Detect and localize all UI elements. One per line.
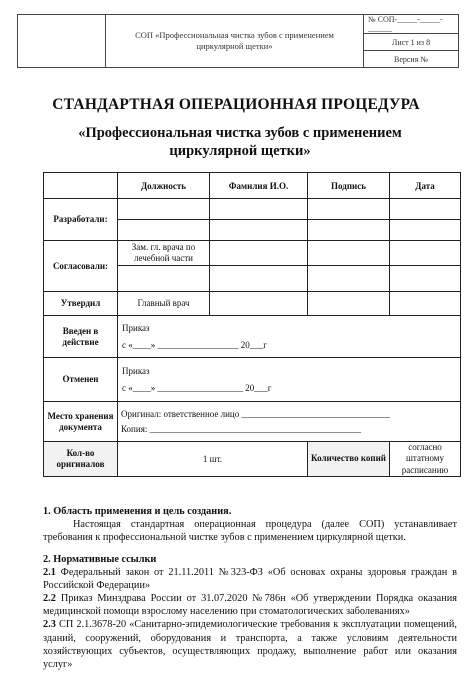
row-approved: Утвердил <box>44 292 118 316</box>
header-title <box>106 15 364 67</box>
storage-original: Оригинал: ответственное лицо _________________________________ <box>121 409 390 420</box>
row-developed: Разработали: <box>44 199 118 241</box>
storage-copy: Копия: _______________________________________________ <box>121 423 362 434</box>
row-copies-count: Кол-во оригиналов <box>44 442 118 477</box>
header-title-line2: циркулярной щетки» <box>196 41 273 51</box>
cell-empty[interactable] <box>390 241 461 266</box>
cell-empty[interactable] <box>390 199 461 220</box>
col-signature: Подпись <box>308 173 390 199</box>
reference-1 <box>43 566 457 592</box>
row-cancelled: Отменен <box>44 358 118 402</box>
order-date: с «____» __________________ 20___г <box>122 339 267 350</box>
order-label-2: Приказ <box>122 366 150 377</box>
approved-position: Главный врач <box>118 292 210 316</box>
cell-empty[interactable] <box>308 220 390 241</box>
section-1-text: Настоящая стандартная операционная процедура (далее СОП) устанавливает требования к профессиональной чистке зубов с применением циркулярной щетки. <box>43 519 457 544</box>
copies-count-value: 1 шт. <box>118 442 308 477</box>
cell-empty[interactable] <box>390 292 461 316</box>
col-name: Фамилия И.О. <box>210 173 308 199</box>
row-storage: Место хранения документа <box>44 402 118 442</box>
table-row <box>44 316 461 358</box>
copies-value: согласно штатному расписанию <box>390 442 461 477</box>
introduced-order <box>118 316 461 358</box>
reference-2-num: 2.2 <box>43 593 56 605</box>
header-title-line1: СОП «Профессиональная чистка зубов с применением <box>135 29 334 40</box>
table-row <box>44 358 461 402</box>
table-header-row <box>44 173 461 199</box>
copies-label: Количество копий <box>308 442 390 477</box>
cell-empty[interactable] <box>390 220 461 241</box>
reference-2 <box>43 592 457 618</box>
version: Версия № <box>393 54 429 64</box>
document-subtitle <box>40 124 440 160</box>
reference-2-text: Приказ Минздрава России от 31.07.2020 №786н «Об утверждении Порядка оказания медицинской помощи взрослому населению при стоматологических заболеваниях» <box>43 593 457 618</box>
storage-details <box>118 402 461 442</box>
document-header <box>17 14 459 68</box>
table-row <box>44 292 461 316</box>
order-label: Приказ <box>122 323 150 334</box>
cell-empty[interactable] <box>308 292 390 316</box>
cell-empty[interactable] <box>308 199 390 220</box>
reference-1-num: 2.1 <box>43 566 56 578</box>
subtitle-line2: циркулярной щетки» <box>169 143 311 160</box>
cell-empty[interactable] <box>118 220 210 241</box>
sop-number: № СОП-_____-_____-______ <box>364 15 458 34</box>
cell-empty[interactable] <box>308 241 390 266</box>
table-row <box>44 402 461 442</box>
cell-empty[interactable] <box>390 266 461 292</box>
order-date-2: с «____» ___________________ 20___г <box>122 382 272 393</box>
sheet-number: Лист 1 из 8 <box>364 34 458 51</box>
cell-empty[interactable] <box>210 266 308 292</box>
cell-empty[interactable] <box>308 266 390 292</box>
cell-empty[interactable] <box>118 199 210 220</box>
reference-3 <box>43 618 457 671</box>
col-date: Дата <box>390 173 461 199</box>
header-meta <box>364 15 458 67</box>
reference-3-text: СП 2.1.3678-20 «Санитарно-эпидемиологические требования к эксплуатации помещений, зданий, сооружений, оборудования и транспорта, а также условиям деятельности хозяйствующих субъектов, осуществляющих продажу, выполнение работ или оказания услуг» <box>43 619 457 670</box>
section-1-title: 1. Область применения и цель создания. <box>43 506 232 517</box>
document-body <box>43 505 457 671</box>
approval-table <box>43 172 461 477</box>
table-row <box>44 442 461 477</box>
document-title: СТАНДАРТНАЯ ОПЕРАЦИОННАЯ ПРОЦЕДУРА <box>52 96 420 113</box>
section-2-title: 2. Нормативные ссылки <box>43 553 157 565</box>
row-agreed: Согласовали: <box>44 241 118 292</box>
agreed-position: Зам. гл. врача по лечебной части <box>118 241 210 266</box>
cancelled-order <box>118 358 461 402</box>
reference-1-text: Федеральный закон от 21.11.2011 №323-ФЗ «Об основах охраны здоровья граждан в Российской Федерации» <box>43 566 457 591</box>
cell-empty[interactable] <box>210 241 308 266</box>
table-row <box>44 241 461 266</box>
table-row <box>44 199 461 220</box>
col-position: Должность <box>118 173 210 199</box>
table-corner <box>44 173 118 199</box>
subtitle-line1: «Профессиональная чистка зубов с применением <box>78 125 402 141</box>
row-introduced: Введен в действие <box>44 316 118 358</box>
cell-empty[interactable] <box>210 220 308 241</box>
cell-empty[interactable] <box>210 199 308 220</box>
cell-empty[interactable] <box>118 266 210 292</box>
cell-empty[interactable] <box>210 292 308 316</box>
logo-cell <box>18 15 106 67</box>
reference-3-num: 2.3 <box>43 619 56 631</box>
